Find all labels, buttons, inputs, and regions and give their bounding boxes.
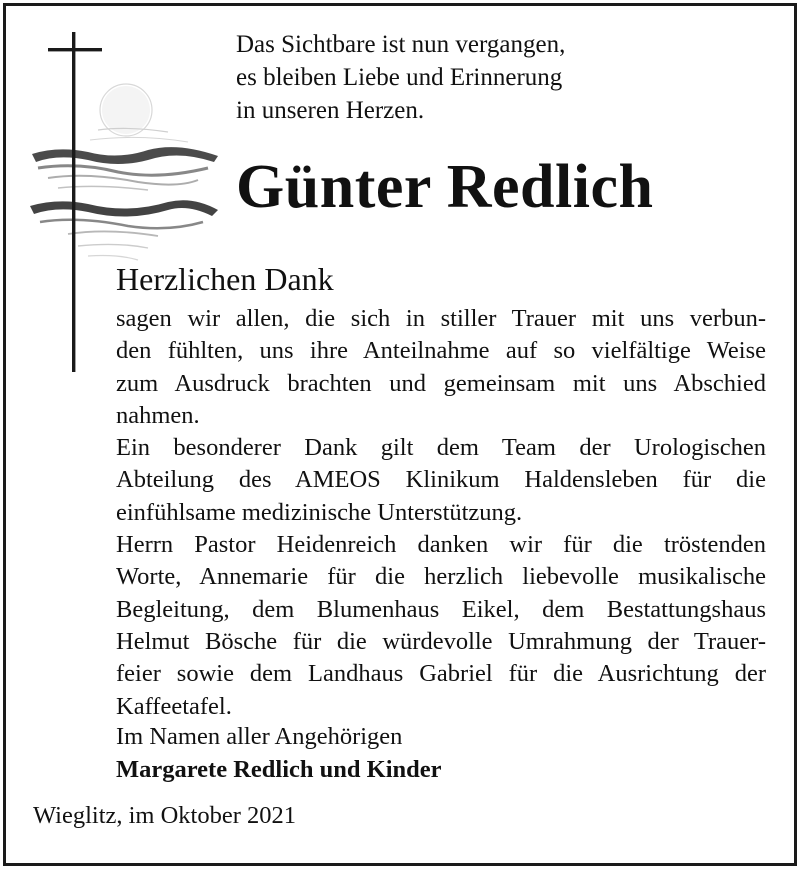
body-line: Kaffeetafel. xyxy=(116,692,232,720)
landscape-band xyxy=(32,147,218,164)
body-line: Ein besonderer Dank gilt dem Team der Urologischen xyxy=(116,434,766,462)
verse-line: in unseren Herzen. xyxy=(236,97,425,124)
on-behalf-line: Im Namen aller Angehörigen xyxy=(116,723,403,750)
body-line: Helmut Bösche für die würdevolle Umrahmung der Trauer- xyxy=(116,627,766,655)
body-line: zum Ausdruck brachten und gemeinsam mit uns Abschied xyxy=(116,369,766,397)
cross-vertical xyxy=(72,32,75,372)
family-signature: Margarete Redlich und Kinder xyxy=(116,756,442,783)
body-line: sagen wir allen, die sich in stiller Trauer mit uns verbun- xyxy=(116,305,766,332)
place-date: Wieglitz, im Oktober 2021 xyxy=(33,802,297,829)
body-line: Abteilung des AMEOS Klinikum Haldensleben für die xyxy=(116,466,766,494)
thanks-heading: Herzlichen Dank xyxy=(116,261,334,297)
verse-line: es bleiben Liebe und Erinnerung xyxy=(236,64,563,91)
verse-line: Das Sichtbare ist nun vergangen, xyxy=(236,31,566,58)
closing-signature xyxy=(116,720,442,786)
body-line: Herrn Pastor Heidenreich danken wir für die tröstenden xyxy=(116,531,766,559)
thanks-body xyxy=(116,303,766,723)
memorial-verse xyxy=(236,28,565,127)
body-line: Begleitung, dem Blumenhaus Eikel, dem Bestattungshaus xyxy=(116,595,766,623)
deceased-name: Günter Redlich xyxy=(236,153,654,221)
body-line: den fühlten, uns ihre Anteilnahme auf so vielfältige Weise xyxy=(116,337,766,365)
body-line: einfühlsame medizinische Unterstützung. xyxy=(116,498,523,526)
cross-horizontal xyxy=(48,48,102,51)
body-line: Worte, Annemarie für die herzlich liebevolle musikalische xyxy=(116,563,766,591)
body-line: nahmen. xyxy=(116,401,200,429)
body-line: feier sowie dem Landhaus Gabriel für die Ausrichtung der xyxy=(116,660,766,688)
